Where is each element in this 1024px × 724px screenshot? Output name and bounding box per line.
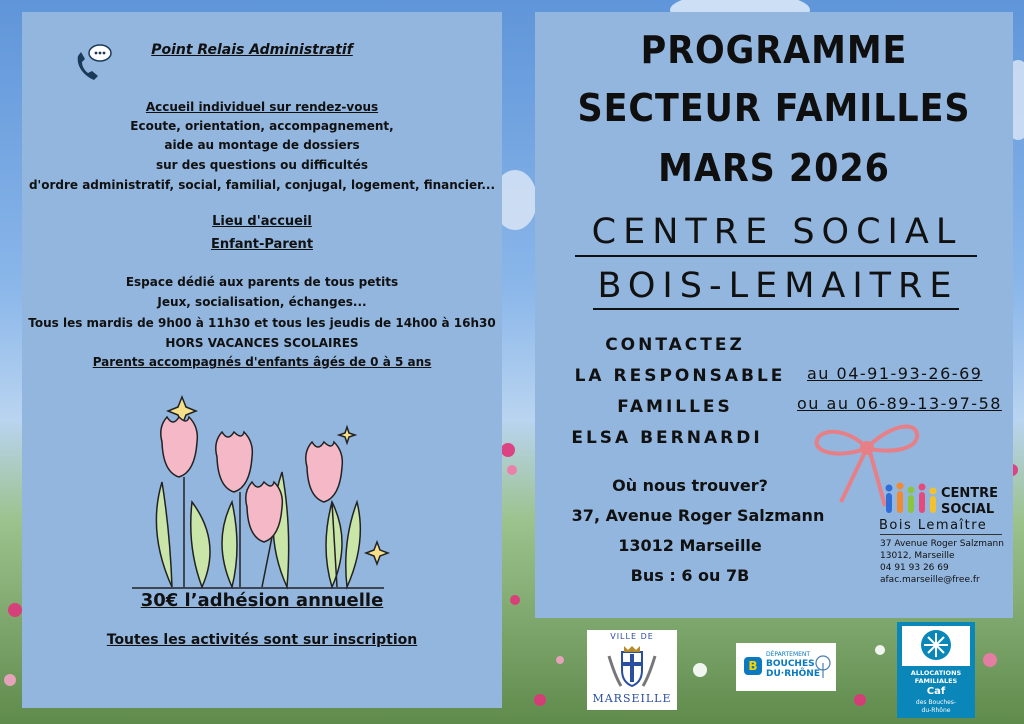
- block2-line: Espace dédié aux parents de tous petits: [125, 275, 399, 289]
- logo-name-centre: CENTRE: [941, 486, 999, 501]
- underline: [575, 255, 977, 257]
- membership-fee: 30€ l’adhésion annuelle: [140, 590, 384, 611]
- address-line: 37, Avenue Roger Salzmann: [571, 506, 825, 525]
- block1-line: sur des questions ou difficultés: [155, 158, 369, 172]
- program-title-line: MARS 2026: [658, 146, 890, 190]
- address-line: Bus : 6 ou 7B: [630, 566, 750, 585]
- contact-line: CONTACTEZ: [605, 335, 745, 355]
- centre-social-logo-icon: [883, 482, 939, 516]
- logo-info-line: afac.marseille@free.fr: [880, 575, 980, 585]
- contact-line: FAMILLES: [617, 397, 733, 417]
- caf-sub2: du-Rhône: [921, 707, 951, 714]
- block1-line: aide au montage de dossiers: [164, 138, 360, 152]
- caf-sub1: des Bouches-: [915, 699, 957, 706]
- block1-line: d'ordre administratif, social, familial, conjugal, logement, financier...: [28, 178, 496, 192]
- block2-heading2: Enfant-Parent: [210, 237, 314, 252]
- logo-marseille-bottom-text: MARSEILLE: [592, 692, 672, 705]
- block2-line: Tous les mardis de 9h00 à 11h30 et tous les jeudis de 14h00 à 16h30: [28, 316, 496, 330]
- divider: [880, 534, 1002, 535]
- block2-line: HORS VACANCES SCOLAIRES: [165, 336, 359, 350]
- tree-icon: [814, 655, 832, 679]
- logo-name-bois-lemaitre: Bois Lemaître: [879, 518, 988, 533]
- underline: [593, 308, 959, 310]
- block2-line: Jeux, socialisation, échanges...: [157, 295, 367, 309]
- centre-social-line2: BOIS-LEMAITRE: [597, 266, 959, 306]
- logo-marseille-top-text: VILLE DE: [610, 632, 654, 641]
- logo-info-line: 37 Avenue Roger Salzmann: [880, 539, 1004, 549]
- tulips-illustration: [122, 382, 402, 592]
- logo-caf: [897, 622, 975, 718]
- block1-line: Ecoute, orientation, accompagnement,: [130, 119, 394, 133]
- logo-ville-marseille: [587, 630, 677, 710]
- block2-heading1: Lieu d'accueil: [212, 214, 312, 229]
- block2-note: Parents accompagnés d'enfants âgés de 0 à 5 ans: [92, 355, 432, 369]
- centre-social-line1: CENTRE SOCIAL: [591, 212, 963, 252]
- logo-info-line: 13012, Marseille: [880, 551, 955, 561]
- logo-bdr-main2: DU·RHÔNE: [766, 669, 820, 679]
- program-title-line: PROGRAMME: [640, 28, 908, 72]
- caf-line2: FAMILIALES: [914, 677, 958, 685]
- phone-number-1[interactable]: au 04-91-93-26-69: [807, 364, 983, 383]
- block1-heading: Accueil individuel sur rendez-vous: [145, 100, 379, 114]
- caf-emblem-icon: [919, 628, 953, 662]
- program-title-line: SECTEUR FAMILLES: [577, 86, 971, 130]
- caf-name: Caf: [926, 686, 946, 697]
- bdr-icon: B: [744, 657, 762, 675]
- logo-info-line: 04 91 93 26 69: [880, 563, 949, 573]
- logo-bdr-small: DÉPARTEMENT: [766, 651, 811, 658]
- address-line: 13012 Marseille: [618, 536, 762, 555]
- contact-line: ELSA BERNARDI: [571, 428, 763, 448]
- contact-line: LA RESPONSABLE: [574, 366, 786, 386]
- left-panel: [22, 12, 502, 708]
- logo-name-social: SOCIAL: [941, 502, 995, 517]
- registration-note: Toutes les activités sont sur inscription: [106, 632, 418, 648]
- marseille-coat-of-arms-icon: [605, 642, 659, 692]
- phone-number-2[interactable]: ou au 06-89-13-97-58: [797, 394, 1002, 413]
- right-panel: [535, 12, 1013, 618]
- section-title-point-relais: Point Relais Administratif: [151, 42, 353, 58]
- address-line: Où nous trouver?: [612, 476, 768, 495]
- logo-departement-bdr: [736, 643, 836, 691]
- caf-line1: ALLOCATIONS: [910, 669, 962, 677]
- logo-bdr-main1: BOUCHES: [766, 659, 815, 669]
